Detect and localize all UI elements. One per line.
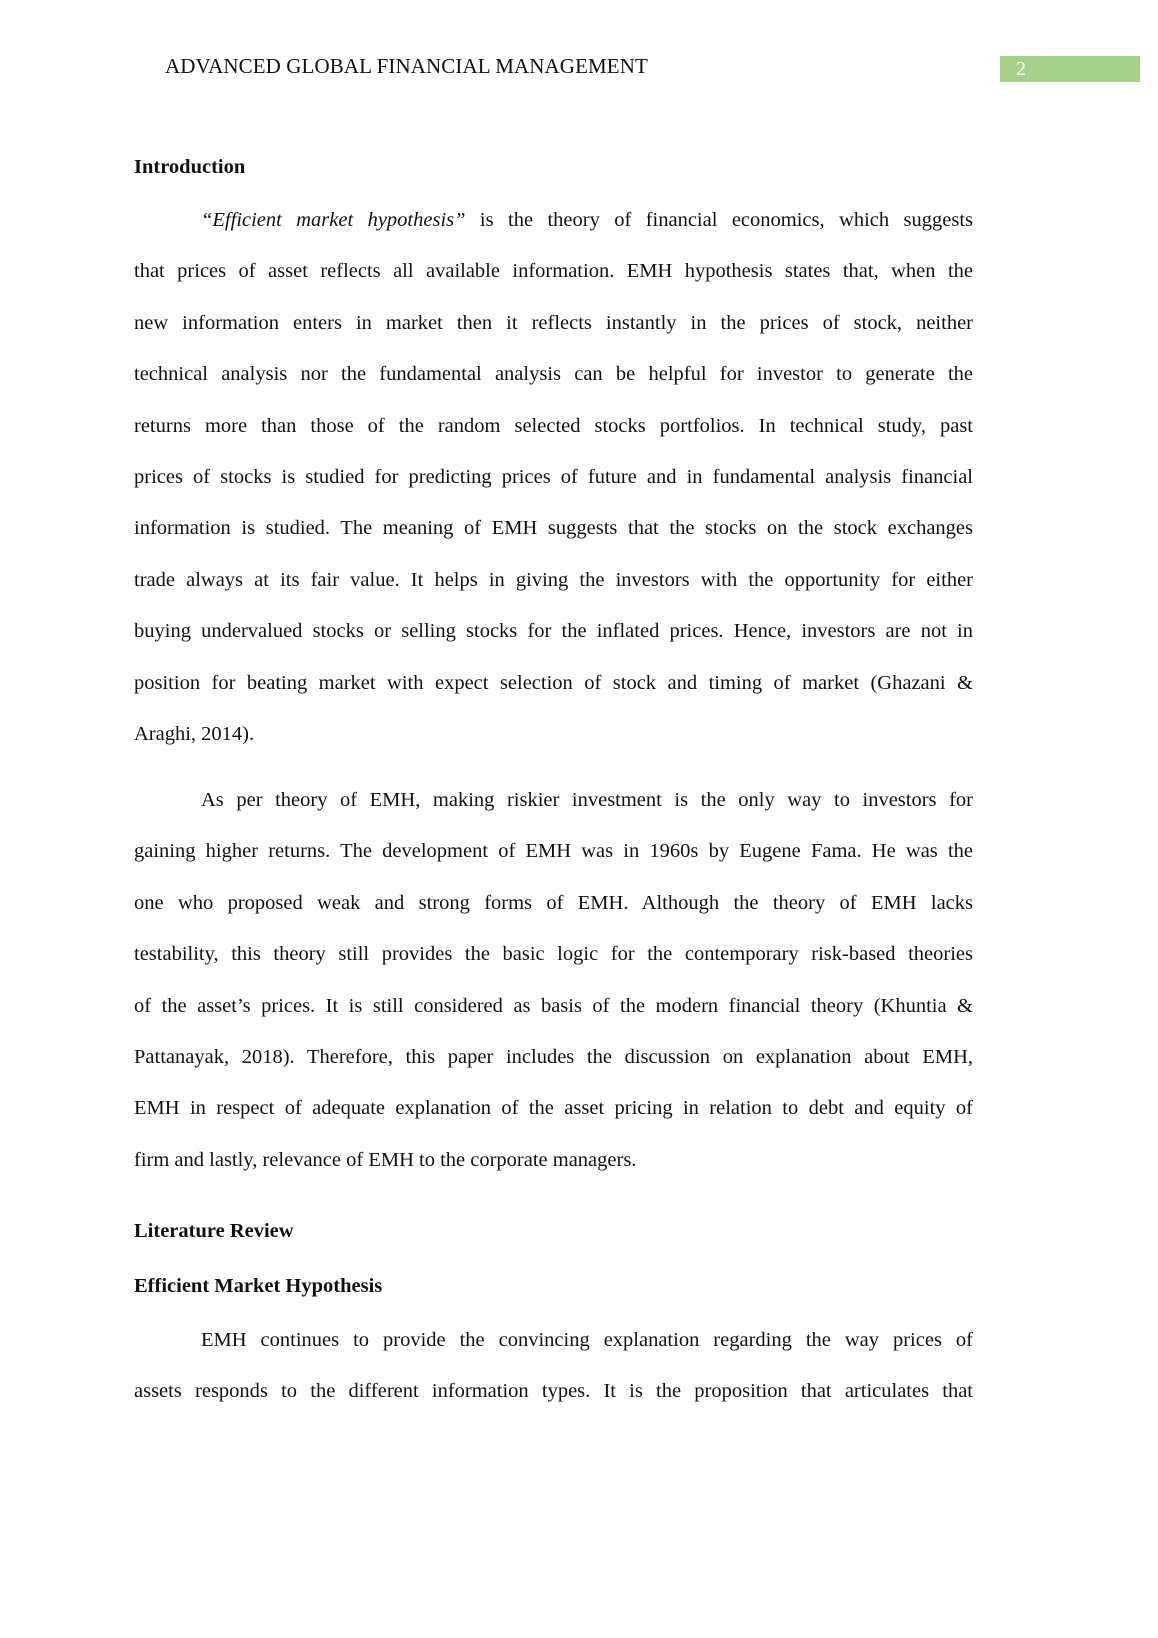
heading-introduction: Introduction: [134, 156, 246, 178]
paragraph-line: prices of stocks is studied for predicting prices of future and in fundamental analysis financial: [134, 465, 973, 488]
paragraph-line: technical analysis nor the fundamental analysis can be helpful for investor to generate the: [134, 363, 973, 386]
paragraph-line: one who proposed weak and strong forms of EMH. Although the theory of EMH lacks: [134, 891, 973, 914]
paragraph-line: new information enters in market then it reflects instantly in the prices of stock, neither: [134, 311, 973, 334]
heading-literature-review: Literature Review: [134, 1220, 294, 1242]
paragraph-line: testability, this theory still provides the basic logic for the contemporary risk-based theories: [134, 943, 973, 966]
paragraph-line: information is studied. The meaning of EMH suggests that the stocks on the stock exchanges: [134, 517, 973, 540]
paragraph-line: buying undervalued stocks or selling stocks for the inflated prices. Hence, investors are not in: [134, 620, 973, 643]
heading-efficient-market-hypothesis: Efficient Market Hypothesis: [134, 1275, 383, 1297]
paragraph-intro-2: [134, 775, 973, 1186]
paragraph-line: EMH in respect of adequate explanation of the asset pricing in relation to debt and equity of: [134, 1097, 973, 1120]
page-number: 2: [1000, 56, 1140, 82]
paragraph-line: Pattanayak, 2018). Therefore, this paper includes the discussion on explanation about EMH,: [134, 1045, 973, 1068]
paragraph-line: assets responds to the different information types. It is the proposition that articulates that: [134, 1380, 973, 1403]
paragraph-line: gaining higher returns. The development of EMH was in 1960s by Eugene Fama. He was the: [134, 840, 973, 863]
paragraph-line: that prices of asset reflects all available information. EMH hypothesis states that, when the: [134, 260, 973, 283]
paragraph-intro-1: [134, 195, 973, 760]
paragraph-line: EMH continues to provide the convincing explanation regarding the way prices of: [201, 1329, 973, 1351]
paragraph-line: [134, 195, 973, 246]
paragraph-line: firm and lastly, relevance of EMH to the corporate managers.: [134, 1148, 637, 1171]
paragraph-emh-1: [134, 1315, 973, 1418]
paragraph-line: returns more than those of the random selected stocks portfolios. In technical study, past: [134, 414, 973, 437]
paragraph-line: trade always at its fair value. It helps in giving the investors with the opportunity for either: [134, 568, 973, 591]
line-text: is the theory of financial economics, which suggests: [465, 209, 973, 231]
paragraph-line: Araghi, 2014).: [134, 722, 255, 745]
paragraph-line: As per theory of EMH, making riskier investment is the only way to investors for: [201, 789, 973, 811]
paragraph-line: position for beating market with expect selection of stock and timing of market (Ghazani &: [134, 671, 973, 694]
running-header: ADVANCED GLOBAL FINANCIAL MANAGEMENT: [165, 54, 648, 78]
paragraph-line: of the asset’s prices. It is still considered as basis of the modern financial theory (Khuntia &: [134, 994, 973, 1017]
italic-term: “Efficient market hypothesis”: [201, 209, 466, 231]
